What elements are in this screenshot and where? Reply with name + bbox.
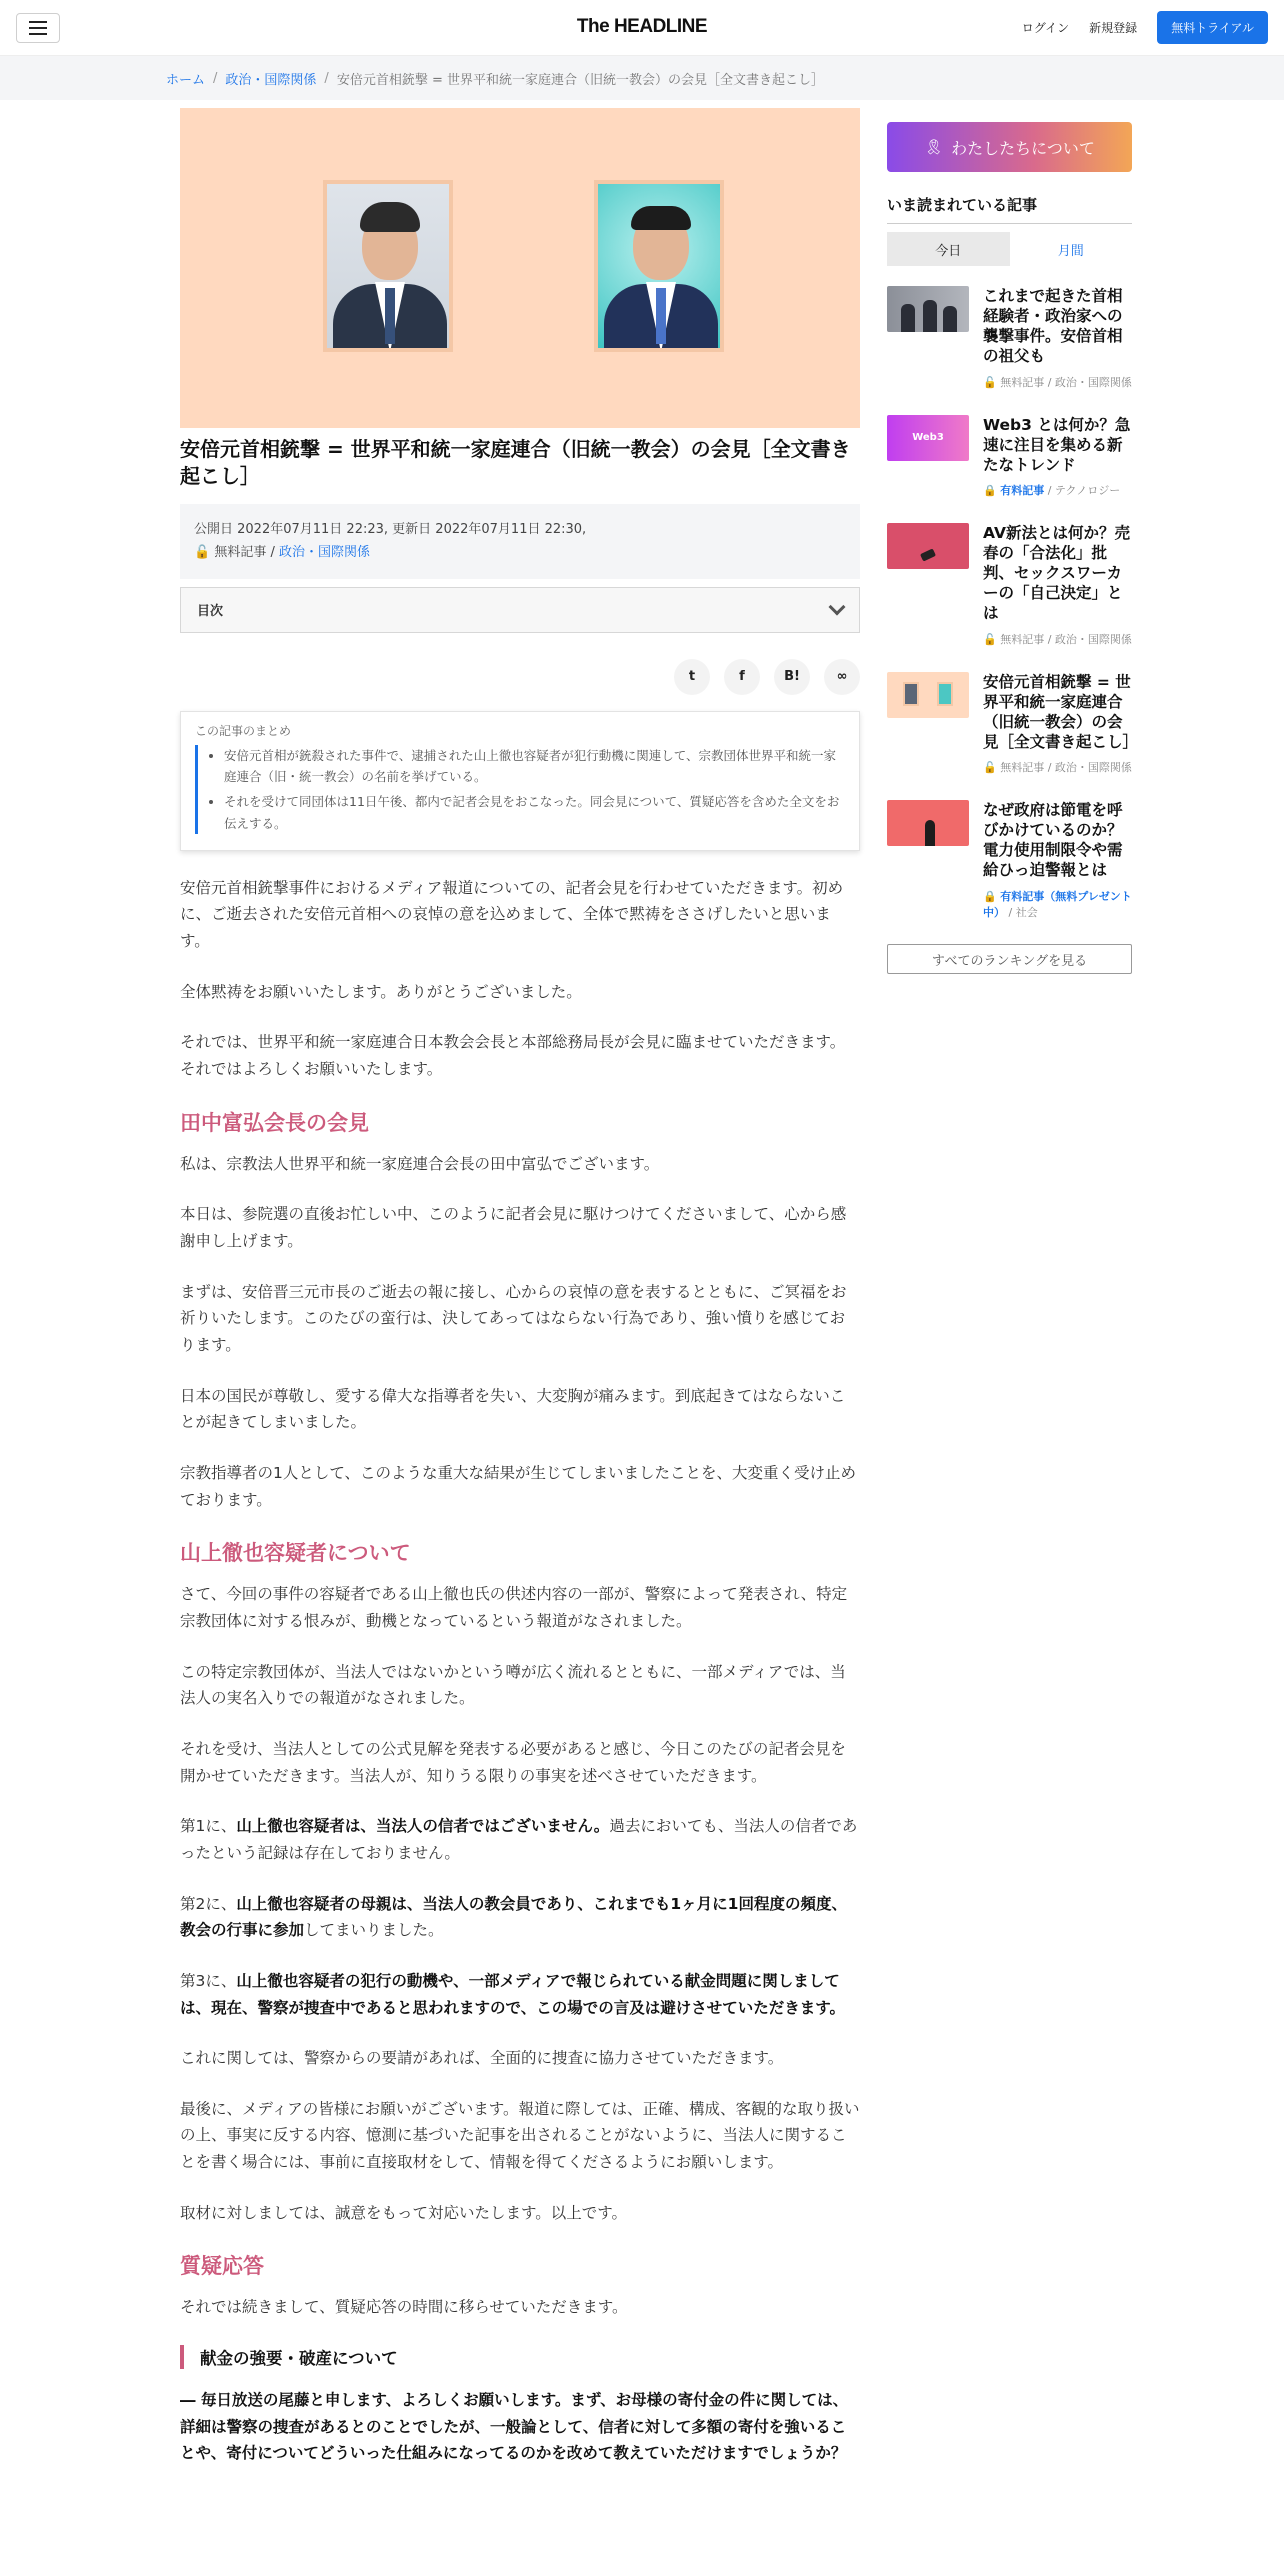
ranking-item-info: [983, 800, 1132, 920]
category-label: / 社会: [1008, 905, 1038, 919]
text-span: 第3に、: [180, 1971, 237, 1990]
article-title: 安倍元首相銃撃 = 世界平和統一家庭連合（旧統一教会）の会見［全文書き起こし］: [180, 437, 851, 488]
article-thumbnail: [887, 800, 969, 846]
text-span: 過去においても、当法人の信者であったという記録は存在しておりません。: [180, 1817, 858, 1862]
chevron-down-icon: [829, 598, 846, 615]
question-paragraph: ― 毎日放送の尾藤と申します、よろしくお願いします。まず、お母様の寄付金の件に関しては、詳細は警察の捜査があるとのことでしたが、一般論として、信者に対して多額の寄付を強いることや、寄付についてどういった仕組みになってるのかを改めて教えていただけますでしょうか？: [180, 2391, 849, 2463]
paragraph: 本日は、参院選の直後お忙しい中、このように記者会見に駆けつけてくださいまして、心から感謝申し上げます。: [180, 1205, 847, 1251]
category-link[interactable]: 政治・国際関係: [278, 545, 370, 561]
summary-list: [195, 745, 845, 834]
article-main: [180, 108, 860, 2491]
breadcrumb: [0, 56, 1284, 100]
summary-label: この記事のまとめ: [195, 723, 292, 738]
thumbnail-text: Web3: [912, 432, 944, 443]
article-thumbnail: [887, 286, 969, 332]
paragraph: [180, 1891, 860, 1944]
summary-item: • それを受けて同団体は11日午後、都内で記者会見をおこなった。同会見について、質疑応答を含めた全文をお伝えする。: [224, 791, 845, 834]
text-span: 第1に、: [180, 1817, 237, 1836]
section-heading: 田中富弘会長の会見: [180, 1110, 369, 1135]
ranking-item-info: [983, 523, 1132, 648]
breadcrumb-separator: /: [324, 70, 329, 86]
article-thumbnail: [887, 672, 969, 718]
access-line: [194, 541, 846, 564]
ranking-item-title[interactable]: 安倍元首相銃撃 = 世界平和統一家庭連合（旧統一教会）の会見［全文書き起こし］: [983, 672, 1139, 751]
ranking-item-meta: [983, 483, 1132, 499]
breadcrumb-home[interactable]: ホーム: [166, 72, 206, 88]
share-buttons: [180, 659, 860, 695]
paragraph: まずは、安倍晋三元市長のご逝去の報に接し、心からの哀悼の意を表するとともに、ご冥福をお祈りいたします。このたびの蛮行は、決してあってはならない行為であり、強い憤りを感じております。: [180, 1282, 847, 1354]
hatena-bookmark-button[interactable]: B!: [774, 659, 810, 695]
subsection-heading: 献金の強要・破産について: [180, 2345, 860, 2369]
section-heading: 山上徹也容疑者について: [180, 1541, 411, 1566]
ribbon-icon: 🎗: [924, 138, 944, 156]
copy-link-button[interactable]: ∞: [824, 659, 860, 695]
paragraph: 安倍元首相銃撃事件におけるメディア報道についての、記者会見を行わせていただきます。初めに、ご逝去された安倍元首相への哀悼の意を込めまして、全体で黙祷をささげしたいと思います。: [180, 878, 844, 951]
breadcrumb-category[interactable]: 政治・国際関係: [225, 72, 317, 88]
article-thumbnail: [887, 415, 969, 461]
facebook-share-button[interactable]: f: [724, 659, 760, 695]
article-summary: [180, 711, 860, 851]
ranking-item-title[interactable]: なぜ政府は節電を呼びかけているのか？電力使用制限令や需給ひっ迫警報とは: [983, 801, 1123, 880]
toc-label: 目次: [197, 604, 224, 620]
paragraph: この特定宗教団体が、当法人ではないかという噂が広く流れるとともに、一部メディアでは、当法人の実名入りでの報道がなされました。: [180, 1662, 846, 1708]
ranking-item[interactable]: [887, 523, 1132, 648]
ranking-title: いま読まれている記事: [887, 196, 1038, 214]
unlock-icon: 🔓: [983, 632, 1001, 646]
ranking-list: [887, 286, 1139, 920]
paragraph: 最後に、メディアの皆様にお願いがございます。報道に際しては、正確、構成、客観的な取り扱いの上、事実に反する内容、憶測に基づいた記事を出されることがないように、当法人に関することを書く場合には、事前に直接取材をして、情報を得てくださるようにお願いします。: [180, 2099, 860, 2172]
header-actions: [1022, 11, 1268, 44]
paragraph: 日本の国民が尊敬し、愛する偉大な指導者を失い、大変胸が痛みます。到底起きてはならないことが起きてしまいました。: [180, 1386, 846, 1432]
paragraph: 私は、宗教法人世界平和統一家庭連合会長の田中富弘でございます。: [180, 1154, 660, 1173]
unlock-icon: 🔓: [983, 761, 1001, 775]
paragraph: [180, 1968, 860, 2021]
menu-icon-line: [29, 21, 47, 23]
paragraph: 取材に対しましては、誠意をもって対応いたします。以上です。: [180, 2203, 628, 2222]
breadcrumb-separator: /: [213, 70, 218, 86]
breadcrumb-current: 安倍元首相銃撃 = 世界平和統一家庭連合（旧統一教会）の会見［全文書き起こし］: [336, 72, 824, 88]
see-all-rankings-button[interactable]: すべてのランキングを見る: [887, 944, 1132, 974]
about-us-label: わたしたちについて: [951, 138, 1095, 158]
summary-item: • 安倍元首相が銃殺された事件で、逮捕された山上徹也容疑者が犯行動機に関連して、宗教団体世界平和統一家庭連合（旧・統一教会）の名前を挙げている。: [224, 745, 845, 788]
paragraph: [180, 1813, 860, 1866]
top-header: [0, 0, 1284, 56]
sidebar: [887, 122, 1139, 974]
twitter-share-button[interactable]: t: [674, 659, 710, 695]
ranking-item-info: [983, 415, 1132, 499]
ranking-item[interactable]: [887, 415, 1132, 499]
article-body: [180, 875, 860, 2467]
lock-icon: 🔒: [983, 483, 1001, 497]
access-label: 無料記事: [1000, 761, 1045, 775]
access-label: 有料記事（無料プレゼント中）: [983, 889, 1132, 919]
hamburger-menu-button[interactable]: [16, 13, 60, 43]
ranking-item-info: [983, 286, 1132, 391]
ranking-tabs: [887, 232, 1132, 266]
paragraph: それでは続きまして、質疑応答の時間に移らせていただきます。: [180, 2298, 628, 2317]
ranking-item[interactable]: [887, 800, 1132, 920]
text-span: してまいりました。: [304, 1921, 444, 1940]
article-meta: [180, 504, 860, 579]
ranking-item-title[interactable]: AV新法とは何か？売春の「合法化」批判、セックスワーカーの「自己決定」とは: [983, 523, 1130, 623]
ranking-item-info: [983, 672, 1139, 777]
category-label: / 政治・国際関係: [1047, 761, 1132, 775]
tab-monthly[interactable]: 月間: [1057, 243, 1084, 259]
menu-icon-line: [29, 33, 47, 35]
unlock-icon: 🔓: [194, 545, 211, 561]
category-label: / テクノロジー: [1047, 483, 1121, 497]
ranking-item-title[interactable]: Web3 とは何か？急速に注目を集める新たなトレンド: [983, 415, 1131, 474]
category-label: / 政治・国際関係: [1047, 632, 1132, 646]
access-label: 無料記事: [1000, 632, 1045, 646]
signup-link[interactable]: 新規登録: [1089, 21, 1138, 35]
access-label: 無料記事 /: [214, 545, 275, 561]
category-label: / 政治・国際関係: [1047, 375, 1132, 389]
ranking-item-meta: [983, 760, 1132, 776]
tab-today[interactable]: 今日: [887, 232, 1010, 266]
access-label: 有料記事: [1000, 483, 1045, 497]
publish-dates: 公開日 2022年07月11日 22:23, 更新日 2022年07月11日 22:30,: [194, 522, 587, 537]
paragraph: それでは、世界平和統一家庭連合日本教会会長と本部総務局長が会見に臨ませていただきます。それではよろしくお願いいたします。: [180, 1033, 846, 1079]
lock-icon: 🔒: [983, 889, 1001, 903]
free-trial-button[interactable]: 無料トライアル: [1157, 11, 1268, 44]
table-of-contents-toggle[interactable]: [180, 587, 860, 633]
bold-text: 山上徹也容疑者の犯行の動機や、一部メディアで報じられている献金問題に関しましては、現在、警察が捜査中であると思われますので、この場での言及は避けさせていただきます。: [180, 1971, 845, 2017]
paragraph: これに関しては、警察からの要請があれば、全面的に捜査に協力させていただきます。: [180, 2049, 784, 2068]
ranking-item-title[interactable]: これまで起きた首相経験者・政治家への襲撃事件。安倍首相の祖父も: [983, 287, 1123, 366]
ranking-item[interactable]: [887, 672, 1139, 777]
ranking-item-meta: [983, 632, 1132, 648]
paragraph: 宗教指導者の1人として、このような重大な結果が生じてしまいましたことを、大変重く受け止めております。: [180, 1463, 857, 1509]
paragraph: 全体黙祷をお願いいたします。ありがとうございました。: [180, 982, 582, 1001]
section-heading: 質疑応答: [180, 2254, 264, 2279]
portrait-photo-right: [594, 180, 724, 352]
article-thumbnail: [887, 523, 969, 569]
menu-icon-line: [29, 27, 47, 29]
text-span: 第2に、: [180, 1894, 237, 1913]
ranking-item-meta: [983, 889, 1132, 921]
about-us-button[interactable]: [887, 122, 1132, 172]
paragraph: それを受け、当法人としての公式見解を発表する必要があると感じ、今日このたびの記者会見を開かせていただきます。当法人が、知りうる限りの事実を述べさせていただきます。: [180, 1739, 846, 1785]
access-label: 無料記事: [1000, 375, 1045, 389]
ranking-item[interactable]: [887, 286, 1132, 391]
paragraph: さて、今回の事件の容疑者である山上徹也氏の供述内容の一部が、警察によって発表され、特定宗教団体に対する恨みが、動機となっているという報道がなされました。: [180, 1585, 848, 1630]
login-link[interactable]: ログイン: [1021, 21, 1070, 35]
portrait-photo-left: [323, 180, 453, 352]
ranking-item-meta: [983, 375, 1132, 391]
bold-text: 山上徹也容疑者の母親は、当法人の教会員であり、これまでも1ヶ月に1回程度の頻度、教会の行事に参加: [180, 1894, 847, 1940]
site-logo[interactable]: The HEADLINE: [576, 16, 708, 37]
ranking-heading: [887, 194, 1132, 224]
unlock-icon: 🔓: [983, 375, 1001, 389]
hero-image: [180, 108, 860, 428]
bold-text: 山上徹也容疑者は、当法人の信者ではございません。: [236, 1817, 610, 1836]
